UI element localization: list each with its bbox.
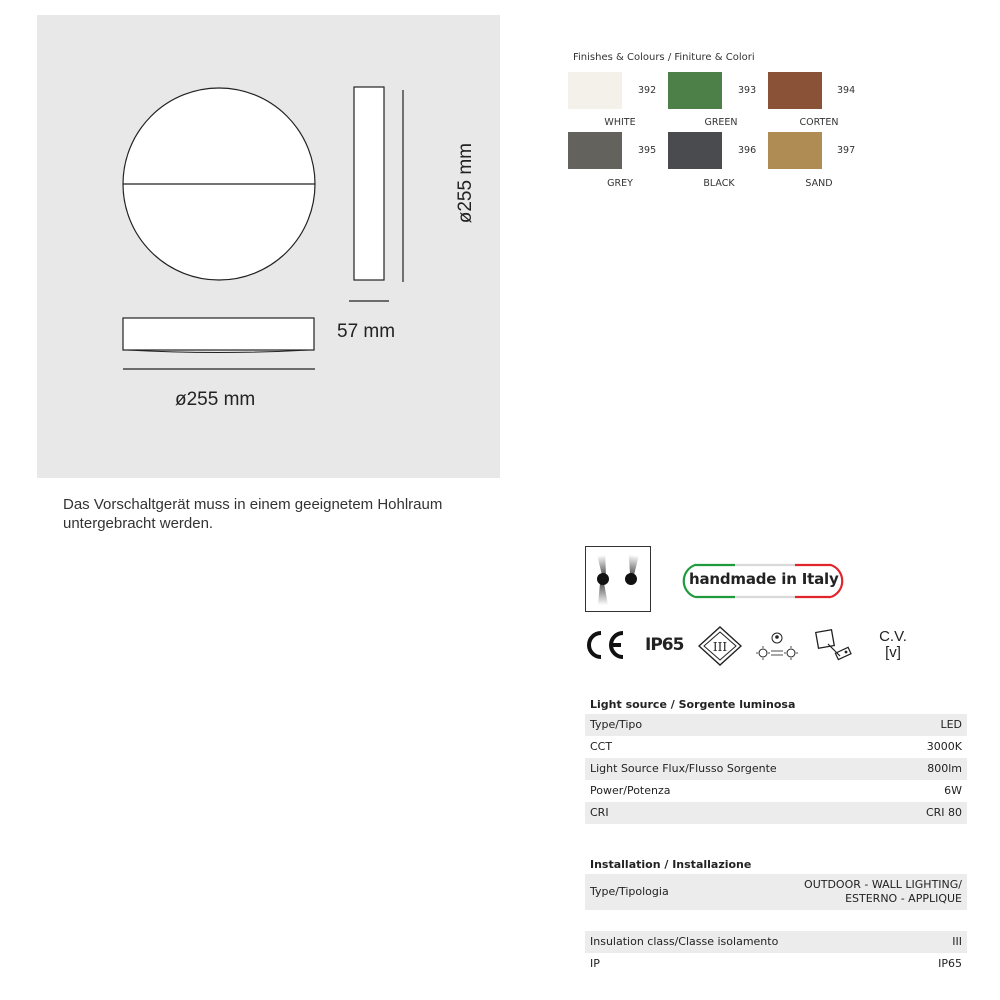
spec-label: CCT	[590, 740, 613, 753]
swatch-name: CORTEN	[799, 117, 839, 128]
dimming-icon	[754, 631, 800, 661]
table-row	[585, 780, 967, 802]
installation-title: Installation / Installazione	[590, 858, 752, 871]
class-symbol-text: III	[712, 640, 728, 654]
cv-line1: C.V.	[879, 628, 907, 645]
spec-label: Light Source Flux/Flusso Sorgente	[590, 762, 777, 775]
ballast-note: Das Vorschaltgerät muss in einem geeignetem Hohlraum untergebracht werden.	[63, 496, 443, 532]
spec-value: 800lm	[927, 762, 962, 775]
finishes-title: Finishes & Colours / Finiture & Colori	[573, 52, 755, 63]
swatch-green	[668, 72, 722, 109]
swatch-name: WHITE	[604, 117, 636, 128]
installation-type-line1: OUTDOOR - WALL LIGHTING/	[804, 878, 962, 891]
spec-value: CRI 80	[925, 806, 962, 819]
drawing-lines	[37, 15, 500, 478]
ce-mark-icon	[584, 629, 628, 661]
swatch-sand	[768, 132, 822, 169]
surface-mount-icon	[814, 628, 852, 664]
table-row	[585, 953, 967, 975]
swatch-code: 395	[638, 145, 657, 156]
table-row	[585, 736, 967, 758]
spec-value: III	[952, 935, 962, 948]
spec-value: 6W	[944, 784, 962, 797]
spec-value: 3000K	[926, 740, 962, 753]
spec-label: Type/Tipo	[590, 718, 643, 731]
swatch-name: GREEN	[704, 117, 738, 128]
spec-label: Insulation class/Classe isolamento	[590, 935, 779, 948]
table-row	[585, 758, 967, 780]
technical-drawing	[37, 15, 500, 478]
spec-label: Type/Tipologia	[590, 885, 669, 898]
ip65-mark: IP65	[645, 635, 684, 655]
light-source-title: Light source / Sorgente luminosa	[590, 698, 796, 711]
spec-label: IP	[590, 957, 600, 970]
table-row	[585, 931, 967, 953]
table-row	[585, 802, 967, 824]
constant-voltage-mark	[877, 629, 909, 661]
swatch-name: GREY	[607, 178, 633, 189]
spec-value: LED	[940, 718, 962, 731]
swatch-code: 393	[738, 85, 757, 96]
swatch-name: BLACK	[703, 178, 735, 189]
bottom-view-rect	[123, 318, 314, 350]
side-view-rect	[354, 87, 384, 280]
width-dimension-label: ø255 mm	[175, 389, 256, 410]
spec-label: CRI	[590, 806, 609, 819]
swatch-code: 394	[837, 85, 856, 96]
swatch-white	[568, 72, 622, 109]
handmade-in-italy-label: handmade in Italy	[689, 570, 839, 588]
spec-value: IP65	[938, 957, 962, 970]
up-down-light-icon	[585, 546, 651, 612]
table-row	[585, 714, 967, 736]
spec-label: Power/Potenza	[590, 784, 671, 797]
swatch-name: SAND	[805, 178, 833, 189]
swatch-code: 392	[638, 85, 657, 96]
class-iii-icon	[698, 626, 742, 666]
height-dimension-label: ø255 mm	[455, 143, 476, 224]
installation-type-line2: ESTERNO - APPLIQUE	[845, 892, 962, 905]
swatch-black	[668, 132, 722, 169]
swatch-code: 396	[738, 145, 757, 156]
table-row	[585, 874, 967, 910]
spec-value	[804, 878, 962, 906]
cv-line2: [v]	[885, 644, 901, 661]
swatch-corten	[768, 72, 822, 109]
swatch-code: 397	[837, 145, 856, 156]
swatch-grey	[568, 132, 622, 169]
depth-dimension-label: 57 mm	[337, 321, 396, 342]
